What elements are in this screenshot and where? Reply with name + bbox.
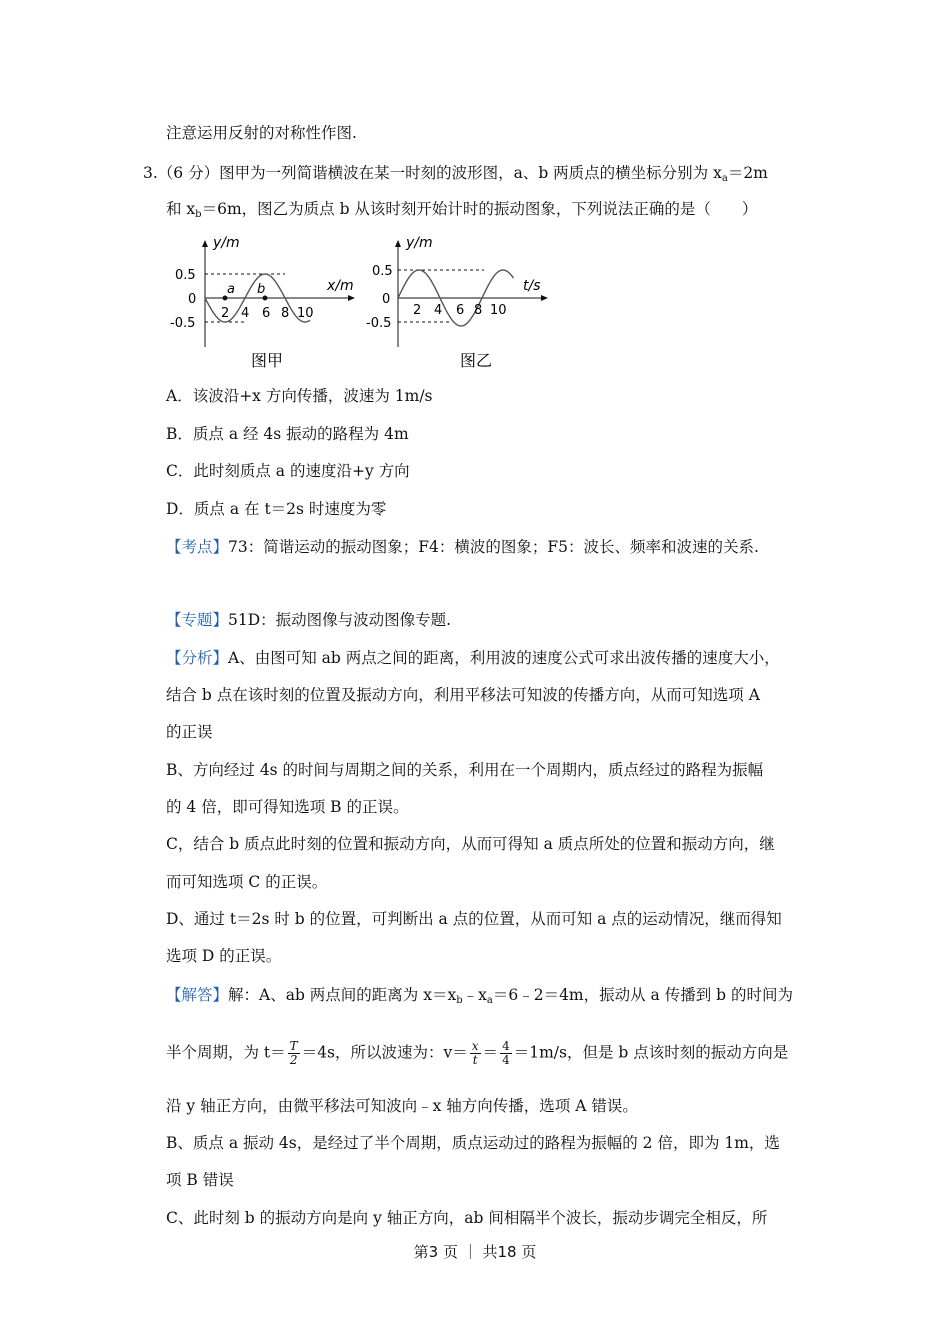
x-tick: 6	[456, 303, 465, 318]
x-tick: 10	[297, 306, 314, 321]
fenxi-line: 而可知选项 C 的正误。	[166, 873, 328, 891]
x-tick: 8	[474, 303, 483, 318]
x-axis-label: x/m	[327, 278, 354, 294]
option-a: A．该波沿+x 方向传播，波速为 1m/s	[166, 387, 433, 405]
question-3-line2: 和 $x_b=6m$，图乙为质点 b 从该时刻开始计时的振动图象，下列说法正确的是（ ）	[166, 200, 758, 220]
jieda-line: 项 B 错误	[166, 1171, 234, 1189]
fraction: $\frac{x}{t}$	[471, 1039, 479, 1067]
figure-caption: 图甲	[251, 351, 284, 370]
y-tick: -0.5	[170, 316, 196, 331]
y-axis-label: y/m	[213, 235, 240, 251]
fenxi-line: 【分析】A、由图可知 ab 两点之间的距离，利用波的速度公式可求出波传播的速度大小，	[166, 649, 780, 667]
y-tick: 0.5	[372, 264, 393, 279]
fenxi-line: 的正误	[166, 723, 213, 741]
kaodian-line: 【考点】73：简谐运动的振动图象；F4：横波的图象；F5：波长、频率和波速的关系.	[166, 538, 759, 556]
fenxi-line: 结合 b 点在该时刻的位置及振动方向，利用平移法可知波的传播方向，从而可知选项 A	[166, 686, 760, 704]
jieda-line: 沿 y 轴正方向，由微平移法可知波向﹣x 轴方向传播，选项 A 错误。	[166, 1097, 638, 1115]
point-b-label: b	[257, 282, 266, 297]
x-tick: 10	[490, 303, 507, 318]
x-tick: 2	[413, 303, 422, 318]
vibration-figure-yi	[360, 232, 560, 372]
jieda-line: 【解答】解：A、ab 两点间的距离为 $x=x_b﹣x_a=6﹣2=4m$，振动从 a 传播到 b 的时间为	[166, 986, 793, 1006]
fenxi-line: C，结合 b 质点此时刻的位置和振动方向，从而可得知 a 质点所处的位置和振动方向，继	[166, 835, 775, 853]
y-axis-label: y/m	[406, 235, 433, 251]
y-tick: 0.5	[175, 268, 196, 283]
x-axis-label: t/s	[523, 278, 541, 294]
text-line: 注意运用反射的对称性作图.	[166, 124, 357, 142]
fenxi-line: B、方向经过 4s 的时间与周期之间的关系，利用在一个周期内，质点经过的路程为振幅	[166, 761, 764, 779]
y-tick: -0.5	[366, 316, 392, 331]
jieda-line: 半个周期，为 t＝ $\frac{T}{2}$ ＝4s，所以波速为：v＝ $\frac{x}{t}$ ＝ $\frac{4}{4}$ ＝1m/s，但是 b 点该时刻的振动方向是	[166, 1039, 789, 1067]
wave-figure-jia	[165, 232, 365, 372]
question-3-line1: 3.（6 分）图甲为一列简谐横波在某一时刻的波形图，a、b 两质点的横坐标分别为 $x_a=2m$	[143, 164, 768, 184]
x-tick: 2	[221, 306, 230, 321]
point-a-label: a	[227, 282, 235, 297]
x-tick: 8	[281, 306, 290, 321]
zhuanti-line: 【专题】51D：振动图像与波动图像专题.	[166, 611, 452, 629]
figure-caption: 图乙	[460, 351, 493, 370]
option-c: C．此时刻质点 a 的速度沿+y 方向	[166, 462, 410, 480]
jieda-line: B、质点 a 振动 4s，是经过了半个周期，质点运动过的路程为振幅的 2 倍，即为 1m，选	[166, 1134, 780, 1152]
option-b: B．质点 a 经 4s 振动的路程为 4m	[166, 425, 409, 443]
fraction: $\frac{T}{2}$	[289, 1039, 298, 1067]
option-d: D．质点 a 在 t＝2s 时速度为零	[166, 500, 387, 518]
fenxi-line: 的 4 倍，即可得知选项 B 的正误。	[166, 798, 409, 816]
x-tick: 4	[434, 303, 443, 318]
fraction: $\frac{4}{4}$	[502, 1039, 510, 1067]
x-tick: 4	[241, 306, 250, 321]
x-tick: 6	[262, 306, 271, 321]
page-footer: 第3 页 ｜ 共18 页	[413, 1243, 537, 1261]
jieda-line: C、此时刻 b 的振动方向是向 y 轴正方向，ab 间相隔半个波长，振动步调完全相反，所	[166, 1209, 768, 1227]
y-tick: 0	[382, 292, 391, 307]
y-tick: 0	[188, 292, 197, 307]
fenxi-line: 选项 D 的正误。	[166, 947, 282, 965]
fenxi-line: D、通过 t＝2s 时 b 的位置，可判断出 a 点的位置，从而可知 a 点的运动情况，继而得知	[166, 910, 782, 928]
